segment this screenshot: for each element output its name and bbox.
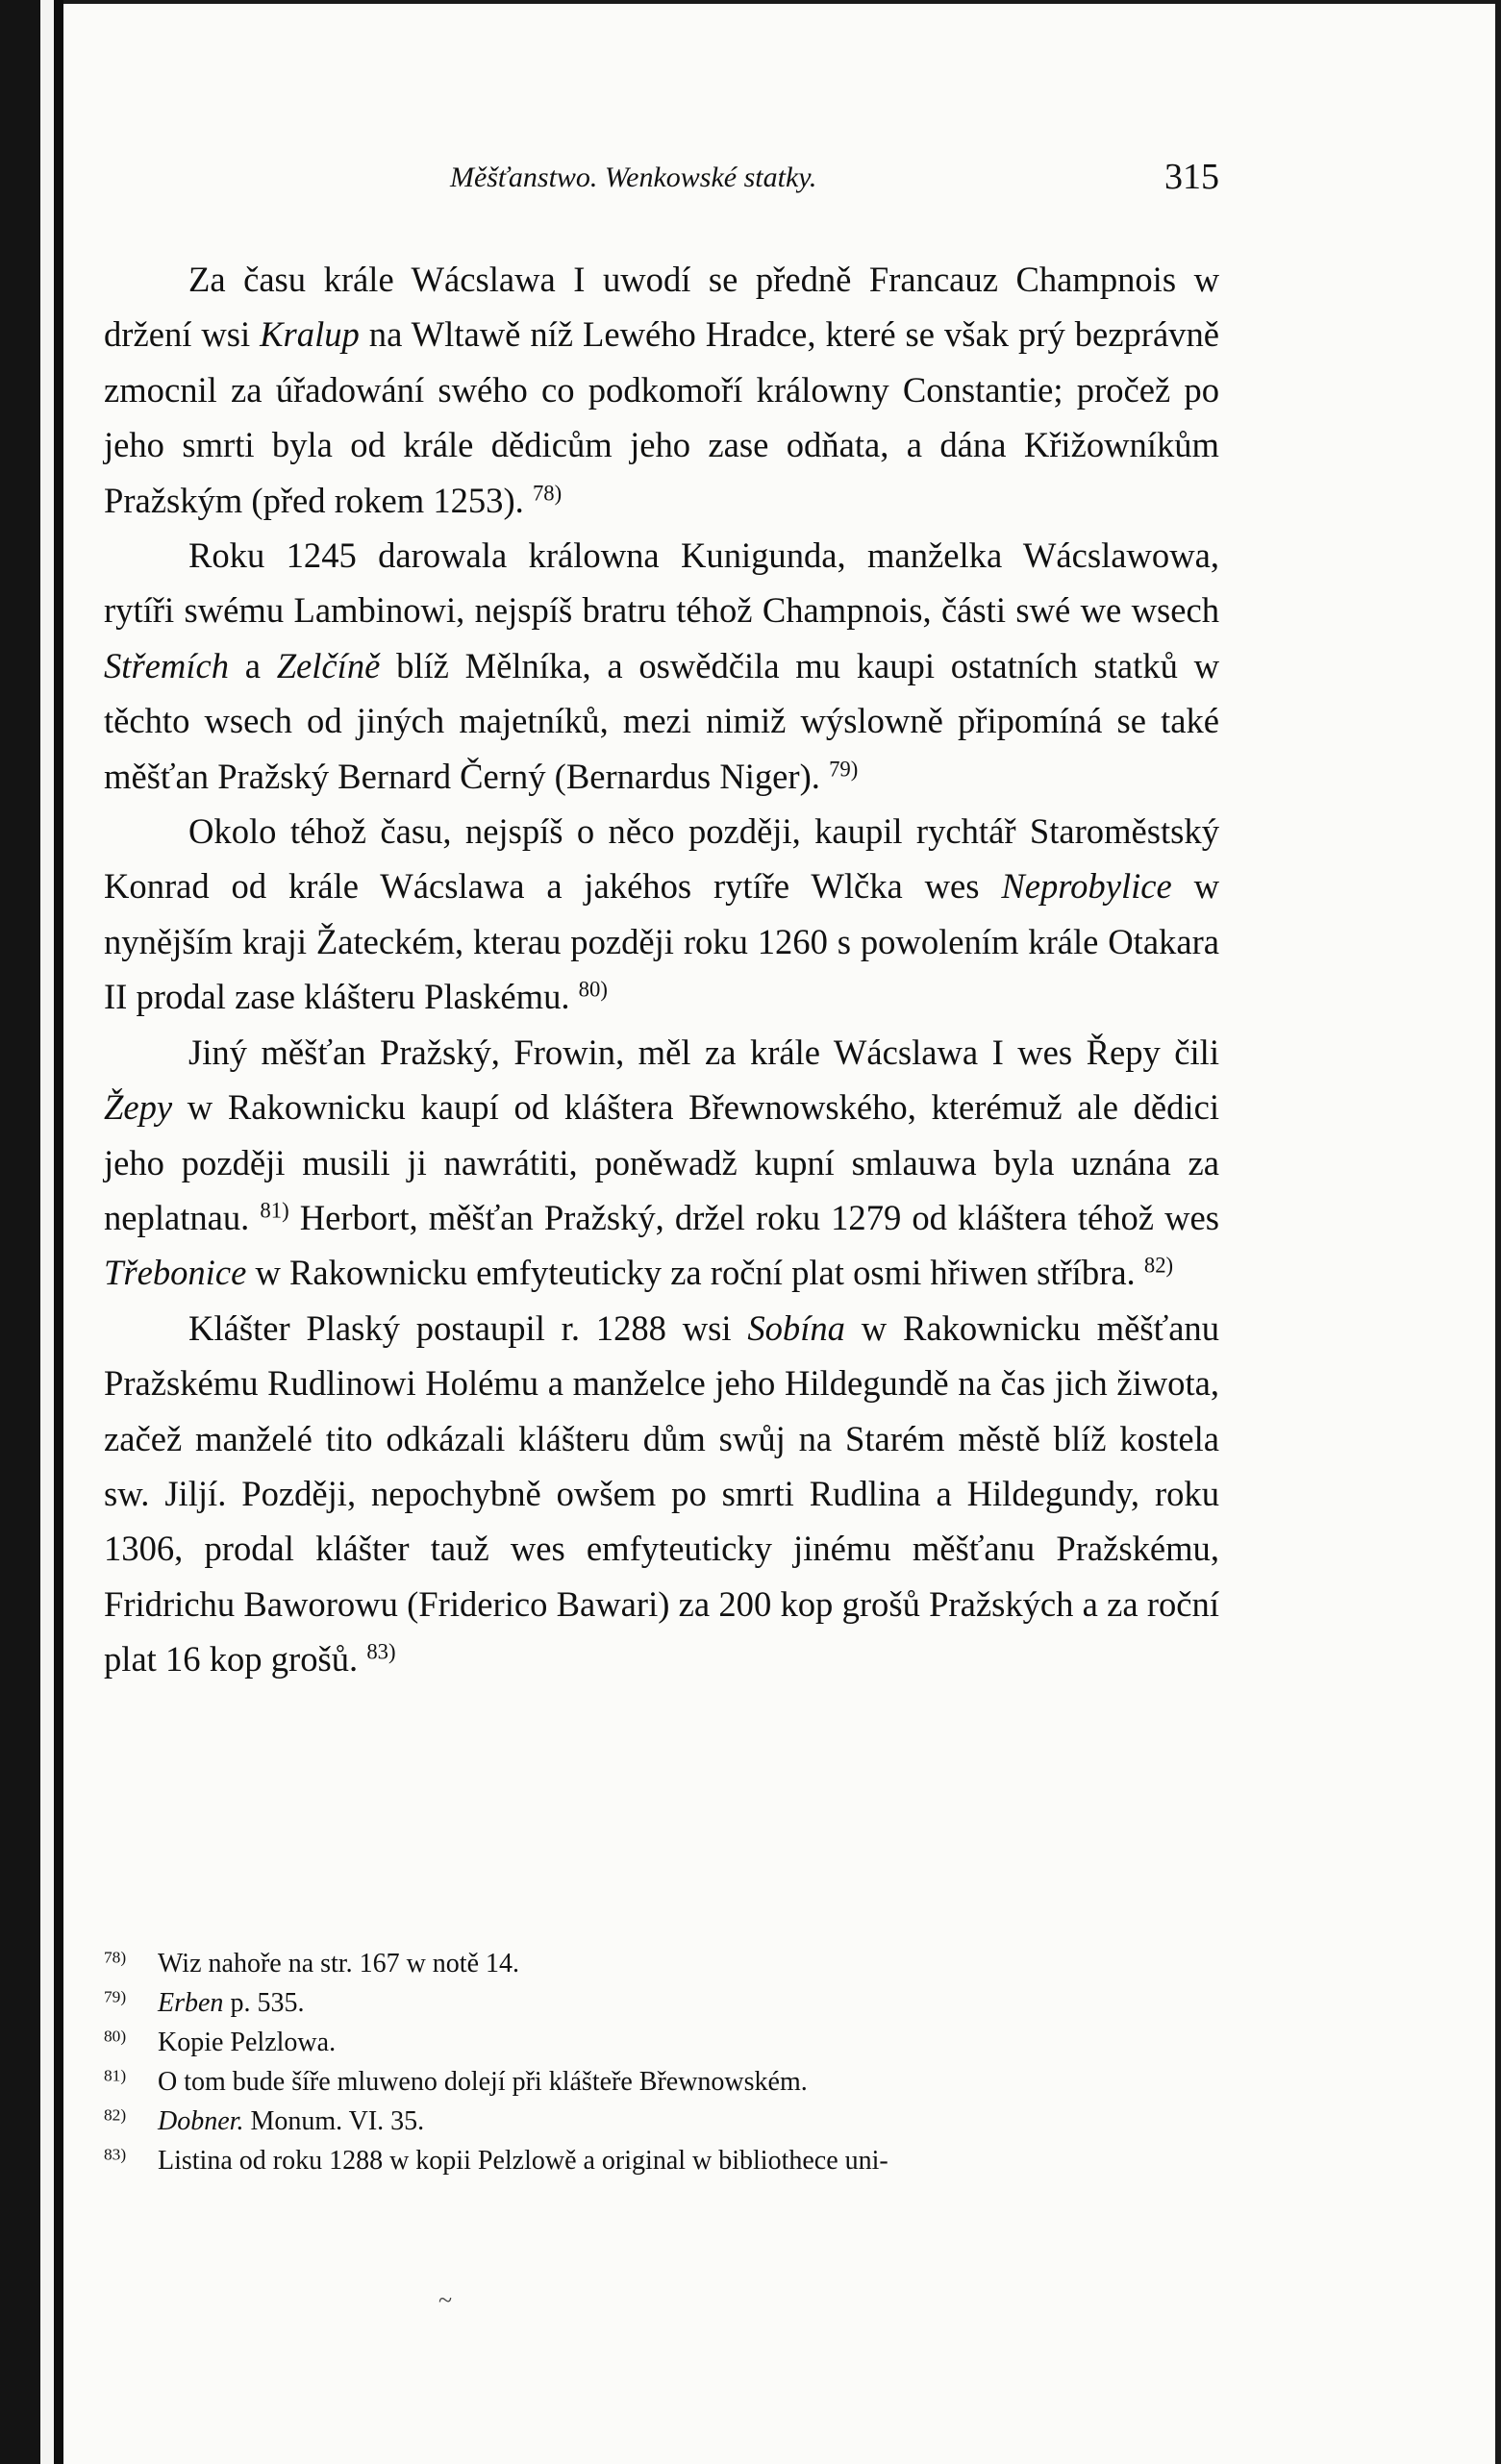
footnote-reference: 83) (366, 1639, 396, 1664)
running-title: Měšťanstwo. Wenkowské statky. (450, 162, 817, 193)
text-run: w nynějším kraji Žateckém, kterau později roku 1260 s powolením krále Otakara II prodal zase klášteru Plaskému. (104, 866, 1219, 1017)
footnote (104, 2062, 1219, 2102)
text-run: Herbort, měšťan Pražský, držel roku 1279 od kláštera téhož wes (288, 1197, 1219, 1237)
footnote-number: 83) (104, 2145, 127, 2164)
paragraph (104, 1301, 1219, 1687)
italic-text: Žepy (104, 1087, 173, 1128)
scan-edge-gap (40, 0, 54, 2464)
paragraph (104, 804, 1219, 1025)
text-run: w Rakownicku emfyteuticky za roční plat osmi hřiwen stříbra. (246, 1253, 1144, 1293)
stray-ink-mark: ~ (438, 2286, 453, 2314)
footnote (104, 2023, 1219, 2062)
paragraph (104, 1025, 1219, 1301)
footnote-number: 78) (104, 1948, 127, 1967)
main-text (104, 252, 1219, 1687)
footnotes (104, 1944, 1219, 2180)
paragraph (104, 528, 1219, 804)
scan-edge-top (0, 0, 1501, 4)
footnote-reference: 79) (829, 757, 859, 782)
text-run: na Wltawě níž Lewého Hradce, které se však prý bezprávně zmocnil za úřadowání swého co podkomoří králowny Constantie; pročež po jeho smrti byla od krále dědicům jeho zase odňata, a dána Křižowníkům Pražským (před rokem 1253). (104, 314, 1220, 520)
footnote-number: 82) (104, 2105, 127, 2125)
text-run: Wiz nahoře na str. 167 w notě 14. (158, 1949, 520, 1979)
footnote (104, 2141, 1219, 2180)
text-run: Monum. VI. 35. (243, 2106, 425, 2136)
italic-text: Třebonice (104, 1253, 247, 1293)
page-number: 315 (1164, 157, 1219, 197)
footnote (104, 1983, 1219, 2023)
italic-text: Neprobylice (1001, 866, 1172, 907)
page-binding-edge (54, 0, 63, 2464)
footnote-number: 80) (104, 2027, 127, 2046)
text-run: Okolo téhož času, nejspíš o něco později, kaupil rychtář Staroměstský Konrad od krále Wácslawa a jakéhos rytíře Wlčka wes (104, 811, 1219, 907)
text-run: Klášter Plaský postaupil r. 1288 wsi (188, 1307, 748, 1348)
italic-text: Kralup (260, 314, 360, 355)
paragraph (104, 252, 1219, 528)
italic-text: Dobner. (158, 2106, 244, 2136)
text-run: Jiný měšťan Pražský, Frowin, měl za krále Wácslawa I wes Řepy čili (188, 1032, 1219, 1072)
text-run: Kopie Pelzlowa. (158, 2028, 337, 2057)
text-run: w Rakownicku kaupí od kláštera Břewnowského, kterémuž ale dědici jeho později musili ji nawrátiti, poněwadž kupní smlauwa byla uznána za neplatnau. (104, 1087, 1219, 1237)
footnote (104, 1944, 1219, 1983)
italic-text: Zelčíně (276, 645, 381, 685)
footnote-number: 79) (104, 1987, 127, 2006)
footnote-reference: 80) (578, 977, 608, 1002)
italic-text: Střemích (104, 645, 230, 685)
text-run: w Rakownicku měšťanu Pražskému Rudlinowi Holému a manželce jeho Hildegundě na čas jich žiwota, začež manželé tito odkázali klášteru dům swůj na Starém městě blíž kostela sw. Jiljí. Později, nepochybně owšem po smrti Rudlina a Hildegundy, roku 1306, prodal klášter tauž wes emfyteuticky jinému měšťanu Pražskému, Fridrichu Baworowu (Friderico Bawari) za 200 kop grošů Pražských a za roční plat 16 kop grošů. (104, 1307, 1220, 1680)
scan-edge-right (1495, 0, 1501, 2464)
footnote-reference: 78) (532, 481, 563, 506)
text-run: O tom bude šíře mluweno dolejí při klášteře Břewnowském. (158, 2067, 808, 2097)
text-run: Roku 1245 darowala králowna Kunigunda, manželka Wácslawowa, rytíři swému Lambinowi, nejspíš bratru téhož Champnois, části swé we wsech (104, 535, 1219, 631)
footnote-number: 81) (104, 2066, 127, 2085)
text-run: p. 535. (223, 1988, 305, 2018)
text-run: Za času krále Wácslawa I uwodí se předně Francauz Champnois w držení wsi (104, 260, 1219, 355)
text-run: Listina od roku 1288 w kopii Pelzlowě a original w bibliothece uni- (158, 2146, 888, 2176)
text-run: blíž Mělníka, a oswědčila mu kaupi ostatních statků w těchto wsech od jiných majetníků, mezi nimiž wýslowně připomíná se také měšťan Pražský Bernard Černý (Bernardus Niger). (104, 645, 1219, 796)
footnote-reference: 82) (1143, 1253, 1174, 1278)
scan-edge-left (0, 0, 40, 2464)
italic-text: Erben (158, 1988, 224, 2018)
text-run: a (229, 645, 277, 685)
italic-text: Sobína (747, 1307, 845, 1348)
footnote-reference: 81) (260, 1198, 289, 1223)
footnote (104, 2102, 1219, 2141)
page-header (104, 154, 1219, 212)
